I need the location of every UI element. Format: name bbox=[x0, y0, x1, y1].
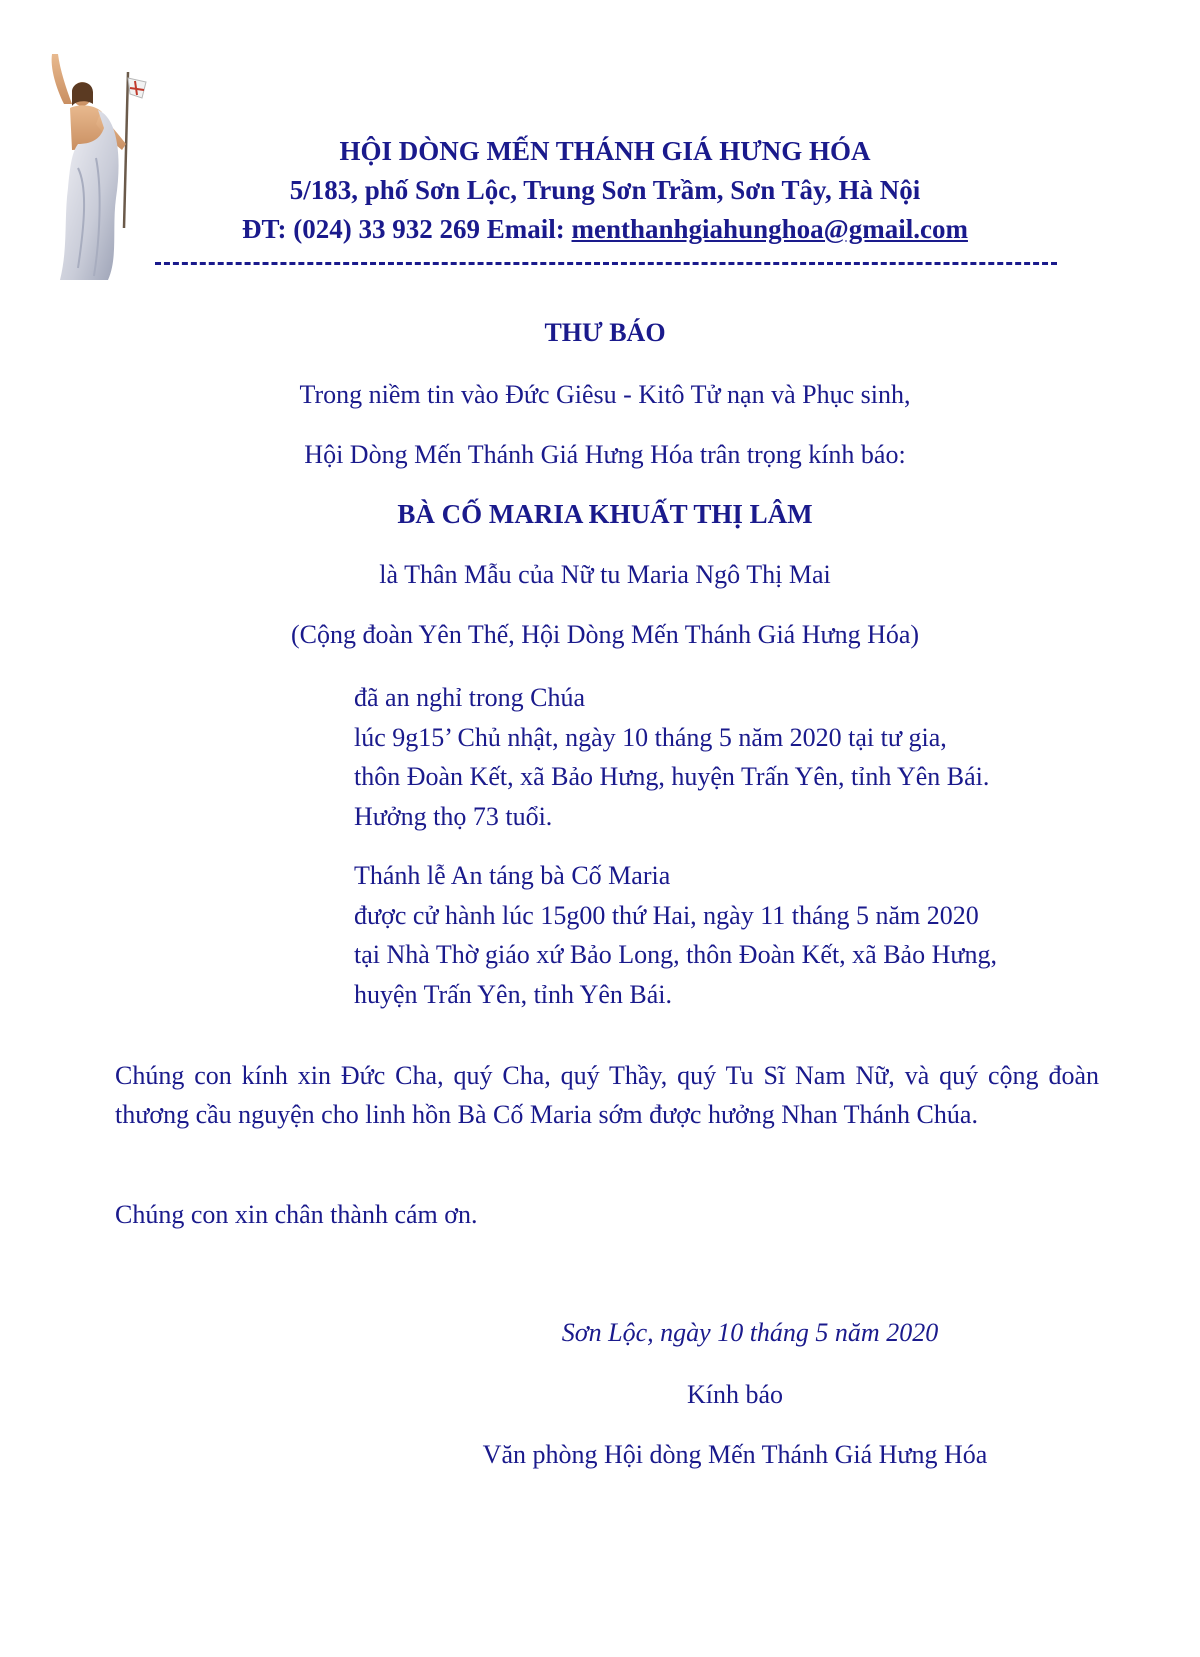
announcement-line: Hội Dòng Mến Thánh Giá Hưng Hóa trân trọng kính báo: bbox=[304, 440, 906, 469]
contact-email-link[interactable]: menthanhgiahunghoa@gmail.com bbox=[571, 214, 968, 244]
deceased-name: BÀ CỐ MARIA KHUẤT THỊ LÂM bbox=[397, 499, 813, 529]
funeral-details bbox=[354, 856, 997, 1014]
funeral-detail-line: tại Nhà Thờ giáo xứ Bảo Long, thôn Đoàn Kết, xã Bảo Hưng, bbox=[354, 940, 997, 969]
faith-line: Trong niềm tin vào Đức Giêsu - Kitô Tử nạn và Phục sinh, bbox=[299, 380, 911, 409]
thanks-line: Chúng con xin chân thành cám ơn. bbox=[115, 1200, 478, 1229]
death-detail-line: thôn Đoàn Kết, xã Bảo Hưng, huyện Trấn Yên, tỉnh Yên Bái. bbox=[354, 762, 990, 791]
funeral-detail-line: huyện Trấn Yên, tỉnh Yên Bái. bbox=[354, 979, 672, 1009]
congregation-title: HỘI DÒNG MẾN THÁNH GIÁ HƯNG HÓA bbox=[339, 136, 871, 166]
funeral-detail-line: được cử hành lúc 15g00 thứ Hai, ngày 11 tháng 5 năm 2020 bbox=[354, 900, 979, 930]
death-details bbox=[354, 678, 989, 836]
signature-date: Sơn Lộc, ngày 10 tháng 5 năm 2020 bbox=[561, 1318, 939, 1347]
contact-phone: ĐT: (024) 33 932 269 Email: bbox=[242, 214, 572, 244]
death-detail-line: Hưởng thọ 73 tuổi. bbox=[354, 801, 553, 831]
document-title: THƯ BÁO bbox=[544, 318, 666, 347]
death-detail-line: lúc 9g15’ Chủ nhật, ngày 10 tháng 5 năm 2020 tại tư gia, bbox=[354, 722, 947, 752]
risen-christ-icon bbox=[38, 48, 150, 288]
congregation-address: 5/183, phố Sơn Lộc, Trung Sơn Trầm, Sơn Tây, Hà Nội bbox=[289, 175, 921, 205]
congregation-contact bbox=[150, 214, 1060, 245]
community-line: (Cộng đoàn Yên Thế, Hội Dòng Mến Thánh Giá Hưng Hóa) bbox=[290, 620, 920, 649]
prayer-request: Chúng con kính xin Đức Cha, quý Cha, quý Thầy, quý Tu Sĩ Nam Nữ, và quý cộng đoàn thương cầu nguyện cho linh hồn Bà Cố Maria sớm được hưởng Nhan Thánh Chúa. bbox=[115, 1061, 1099, 1129]
header-divider bbox=[155, 262, 1057, 265]
funeral-detail-line: Thánh lễ An táng bà Cố Maria bbox=[354, 861, 671, 890]
signature-office: Văn phòng Hội dòng Mến Thánh Giá Hưng Hóa bbox=[482, 1440, 988, 1469]
signature-closing: Kính báo bbox=[686, 1380, 784, 1409]
relation-line: là Thân Mẫu của Nữ tu Maria Ngô Thị Mai bbox=[379, 560, 831, 589]
death-detail-line: đã an nghỉ trong Chúa bbox=[354, 683, 586, 712]
